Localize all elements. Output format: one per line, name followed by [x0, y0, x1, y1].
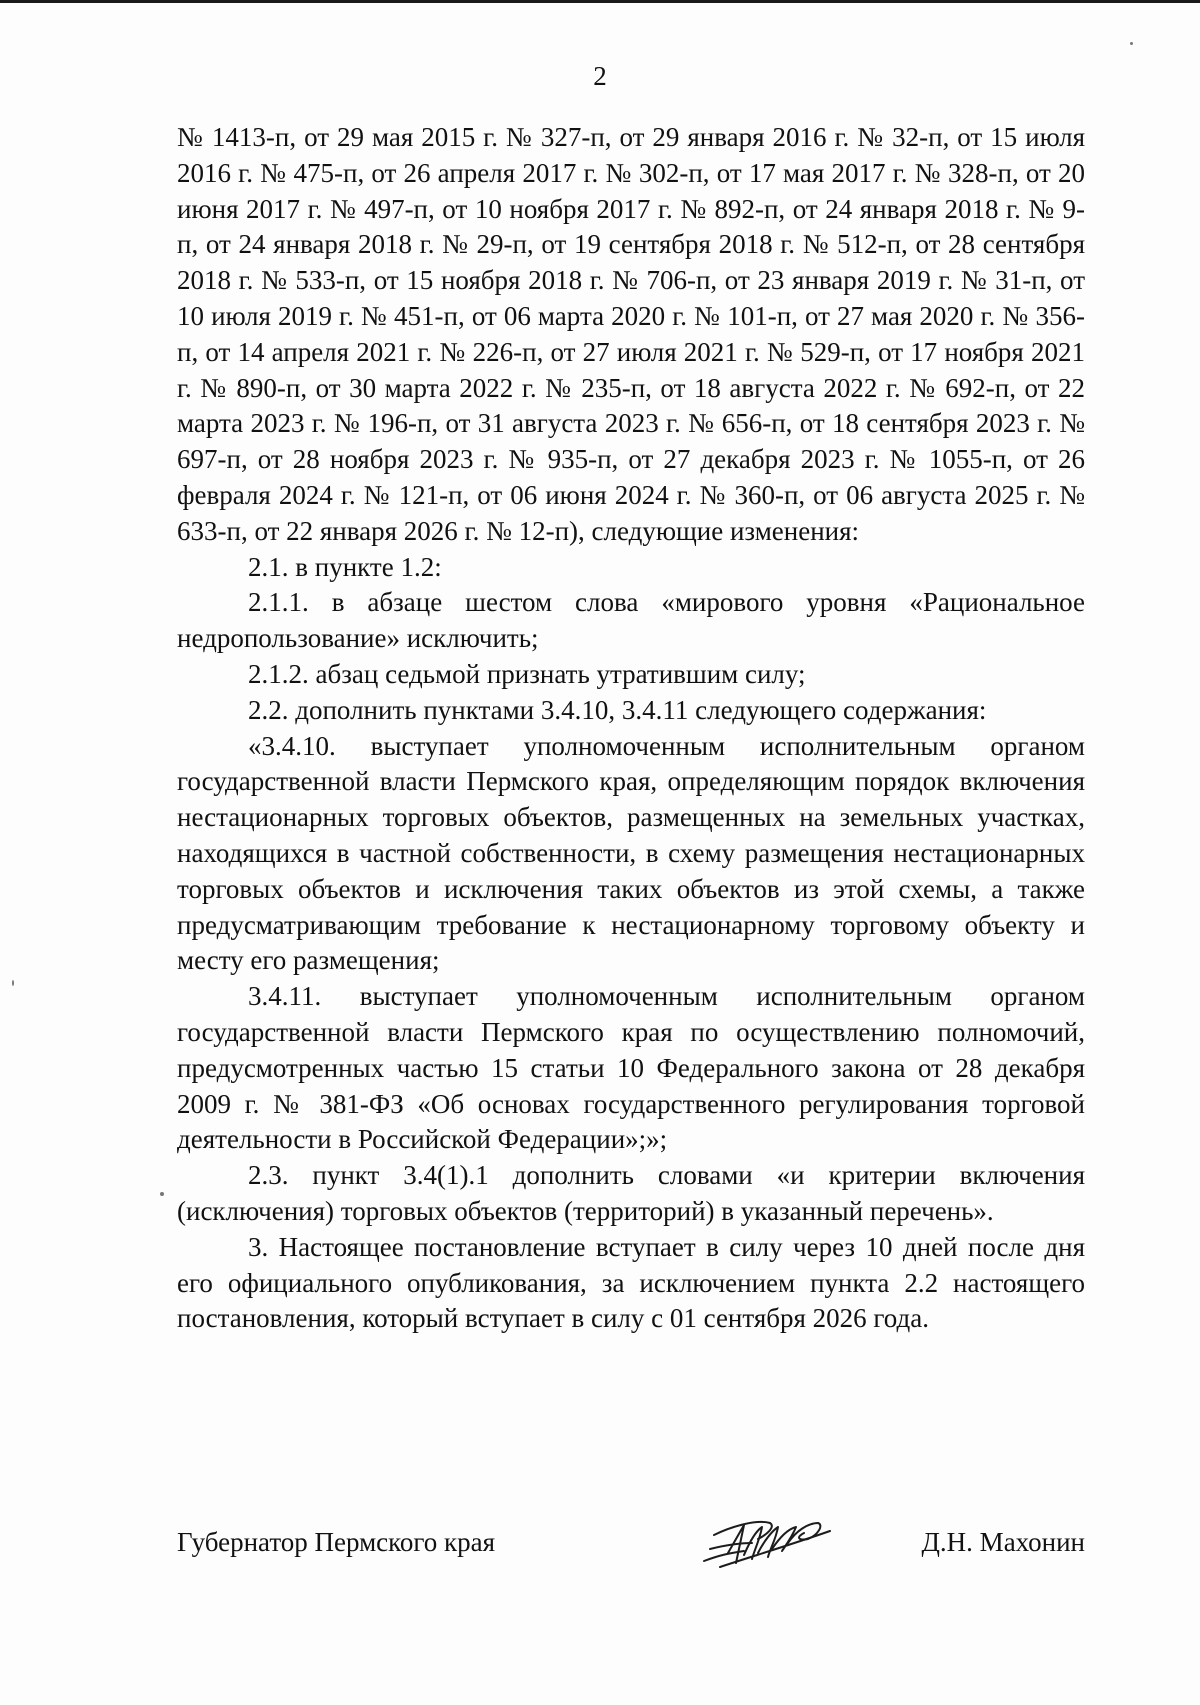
document-body [177, 120, 1085, 1337]
signatory-name: Д.Н. Махонин [921, 1527, 1085, 1557]
paragraph-2-1: 2.1. в пункте 1.2: [248, 551, 442, 582]
scan-speck [12, 980, 14, 986]
paragraph-3-4-11: 3.4.11. выступает уполномоченным исполнительным органом государственной власти Пермского края по осуществлению полномочий, предусмотренных частью 15 статьи 10 Федерального закона от 28 декабря 2009 г. № 381-ФЗ «Об основах государственного регулирования торговой деятельности в Российской Федерации»;»; [177, 981, 1085, 1155]
signature-block [177, 1524, 1085, 1564]
paragraph-amendment-list: № 1413-п, от 29 мая 2015 г. № 327-п, от 29 января 2016 г. № 32-п, от 15 июля 2016 г. № 475-п, от 26 апреля 2017 г. № 302-п, от 17 мая 2017 г. № 328-п, от 20 июня 2017 г. № 497-п, от 10 ноября 2017 г. № 892-п, от 24 января 2018 г. № 9-п, от 24 января 2018 г. № 29-п, от 19 сентября 2018 г. № 512-п, от 28 сентября 2018 г. № 533-п, от 15 ноября 2018 г. № 706-п, от 23 января 2019 г. № 31-п, от 10 июля 2019 г. № 451-п, от 06 марта 2020 г. № 101-п, от 27 мая 2020 г. № 356-п, от 14 апреля 2021 г. № 226-п, от 27 июля 2021 г. № 529-п, от 17 ноября 2021 г. № 890-п, от 30 марта 2022 г. № 235-п, от 18 августа 2022 г. № 692-п, от 22 марта 2023 г. № 196-п, от 31 августа 2023 г. № 656-п, от 18 сентября 2023 г. № 697-п, от 28 ноября 2023 г. № 935-п, от 27 декабря 2023 г. № 1055-п, от 26 февраля 2024 г. № 121-п, от 06 июня 2024 г. № 360-п, от 06 августа 2025 г. № 633-п, от 22 января 2026 г. № 12-п), следующие изменения: [177, 122, 1085, 546]
page-number: 2 [593, 61, 607, 91]
paragraph-2-2: 2.2. дополнить пунктами 3.4.10, 3.4.11 следующего содержания: [248, 694, 987, 725]
paragraph-2-1-1: 2.1.1. в абзаце шестом слова «мирового уровня «Рациональное недропользование» исключить; [177, 587, 1085, 654]
paragraph-2-1-2: 2.1.2. абзац седьмой признать утратившим силу; [248, 658, 806, 689]
handwritten-signature [700, 1505, 835, 1575]
scan-top-edge [0, 0, 1200, 3]
paragraph-2-3: 2.3. пункт 3.4(1).1 дополнить словами «и критерии включения (исключения) торговых объектов (территорий) в указанный перечень». [177, 1160, 1085, 1226]
scan-speck [160, 1192, 164, 1196]
scan-speck [1130, 42, 1133, 45]
paragraph-3-4-10: «3.4.10. выступает уполномоченным исполнительным органом государственной власти Пермского края, определяющим порядок включения нестационарных торговых объектов, размещенных на земельных участках, находящихся в частной собственности, в схему размещения нестационарных торговых объектов и исключения таких объектов из этой схемы, а также предусматривающим требование к нестационарному торговому объекту и месту его размещения; [177, 730, 1085, 976]
signatory-position: Губернатор Пермского края [177, 1527, 496, 1557]
paragraph-3: 3. Настоящее постановление вступает в силу через 10 дней после дня его официального опубликования, за исключением пункта 2.2 настоящего постановления, который вступает в силу с 01 сентября 2026 года. [177, 1231, 1085, 1334]
